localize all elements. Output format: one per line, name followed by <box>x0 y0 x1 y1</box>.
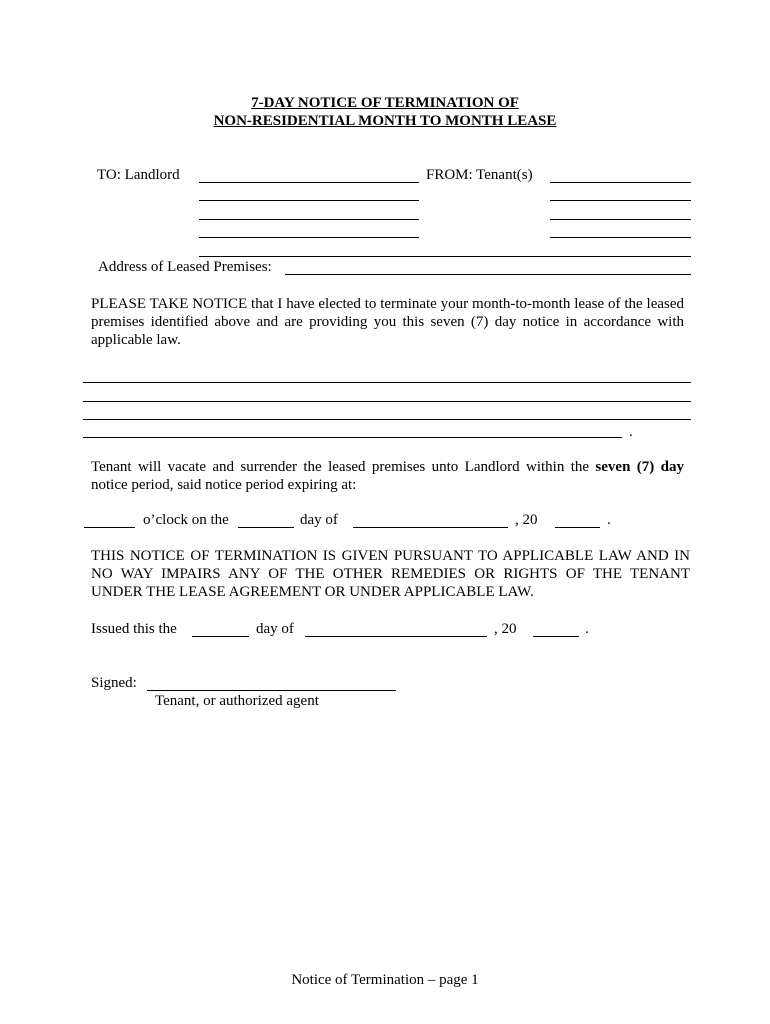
vacate-text-bold: seven (7) day <box>595 459 684 475</box>
reason-line-3[interactable] <box>83 419 691 420</box>
tenant-field-line-3[interactable] <box>550 219 691 220</box>
landlord-field-line-4[interactable] <box>199 237 419 238</box>
issued-year-prefix: , 20 <box>494 621 517 637</box>
expiry-year-field-line[interactable] <box>555 527 600 528</box>
issued-day-field-line[interactable] <box>192 636 249 637</box>
signer-caption: Tenant, or authorized agent <box>155 693 319 709</box>
expiry-year-prefix: , 20 <box>515 512 538 528</box>
landlord-field-line-3[interactable] <box>199 219 419 220</box>
address-field-line[interactable] <box>285 274 691 275</box>
issued-month-field-line[interactable] <box>305 636 487 637</box>
expiry-day-field-line[interactable] <box>238 527 294 528</box>
vacate-text-before: Tenant will vacate and surrender the leased premises unto Landlord within the <box>91 459 596 475</box>
vacate-paragraph <box>91 458 684 494</box>
title-line-2: NON-RESIDENTIAL MONTH TO MONTH LEASE <box>213 113 557 129</box>
reason-line-1[interactable] <box>83 382 691 383</box>
reason-line-4[interactable] <box>83 437 622 438</box>
issued-year-field-line[interactable] <box>533 636 579 637</box>
to-landlord-label: TO: Landlord <box>97 167 180 183</box>
issued-period: . <box>585 621 589 637</box>
from-tenant-label: FROM: Tenant(s) <box>426 167 533 183</box>
landlord-field-line-1[interactable] <box>199 182 419 183</box>
full-width-separator-line <box>199 256 691 257</box>
tenant-field-line-2[interactable] <box>550 200 691 201</box>
expiry-period: . <box>607 512 611 528</box>
issued-label: Issued this the <box>91 621 177 637</box>
signed-label: Signed: <box>91 675 137 691</box>
landlord-field-line-2[interactable] <box>199 200 419 201</box>
reason-line-2[interactable] <box>83 401 691 402</box>
oclock-label: o’clock on the <box>143 512 229 528</box>
vacate-text-after: notice period, said notice period expiring at: <box>91 477 357 493</box>
expiry-month-field-line[interactable] <box>353 527 508 528</box>
notice-paragraph: PLEASE TAKE NOTICE that I have elected to terminate your month-to-month lease of the leased premises identified above and are providing you this seven (7) day notice in accordance with applicable law. <box>91 296 684 348</box>
tenant-field-line-4[interactable] <box>550 237 691 238</box>
address-label: Address of Leased Premises: <box>98 259 272 275</box>
tenant-field-line-1[interactable] <box>550 182 691 183</box>
hour-field-line[interactable] <box>84 527 135 528</box>
signature-field-line[interactable] <box>147 690 396 691</box>
disclaimer-paragraph: THIS NOTICE OF TERMINATION IS GIVEN PURSUANT TO APPLICABLE LAW AND IN NO WAY IMPAIRS ANY OF THE OTHER REMEDIES OR RIGHTS OF THE TENANT UNDER THE LEASE AGREEMENT OR UNDER APPLICABLE LAW. <box>91 548 690 600</box>
page-footer: Notice of Termination – page 1 <box>291 972 479 988</box>
expiry-day-of-label: day of <box>300 512 338 528</box>
reason-period: . <box>629 424 633 440</box>
title-line-1: 7-DAY NOTICE OF TERMINATION OF <box>251 95 519 111</box>
issued-day-of-label: day of <box>256 621 294 637</box>
